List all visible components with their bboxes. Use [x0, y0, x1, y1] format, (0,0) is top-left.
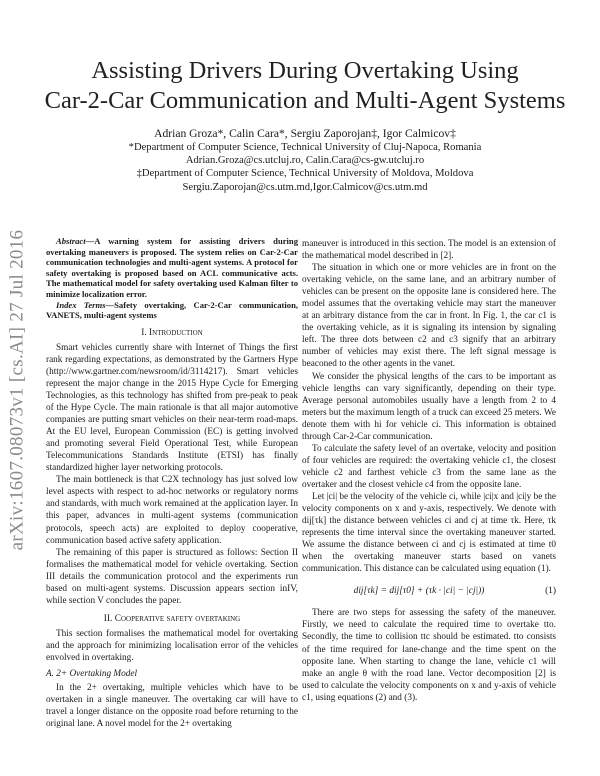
section-heading-introduction: I. Introduction — [141, 327, 203, 338]
title-line-2: Car-2-Car Communication and Multi-Agent Systems — [44, 87, 566, 114]
index-terms-label: Index Terms — [56, 299, 106, 310]
index-terms — [46, 300, 298, 321]
right-column — [302, 238, 556, 704]
title-line-1: Assisting Drivers During Overtaking Using — [91, 57, 519, 84]
paper-title — [40, 56, 570, 116]
paragraph: Smart vehicles currently share with Internet of Things the first rank regarding expectations, as demonstrated by the Gartners Hype (http://www.gartner.com/newsroom/id/3114217). Smart vehicles represent the major change in the 2015 Hype Cycle for Emerging Technologies, as this technology has shifted from pre-peak to peak of the Hype Cycle. The main rationale is that all major automotive companies are putting smart vehicles on their near-term road-maps. At the EU level, European Commission (EC) is getting involved and promoting several Field Operational Test, while European Telecommunications Standards Institute (ETSI) has finally standardized higher layer networking protocols. — [46, 342, 298, 474]
index-terms-text: —Safety overtaking, Car-2-Car communication, VANETS, multi-agent systems — [46, 299, 298, 321]
paragraph: maneuver is introduced in this section. The model is an extension of the mathematical model described in [2]. — [302, 239, 556, 262]
equation-1 — [302, 585, 556, 597]
left-column — [46, 236, 298, 730]
equation-number: (1) — [545, 586, 556, 597]
paragraph: This section formalises the mathematical model for overtaking and the approach for minimizing localisation error of the vehicles envolved in overtaking. — [46, 628, 298, 663]
affiliation-2: ‡Department of Computer Science, Technical University of Moldova, Moldova — [136, 168, 474, 180]
arxiv-stamp-text: arXiv:1607.08073v1 [cs.AI] 27 Jul 2016 — [6, 229, 27, 551]
paragraph: The main bottleneck is that C2X technology has just solved low level aspects with respect to ad-hoc networks or regulatory norms and standards, with much work remained at the application layer. In this paper, advances in multi-agent systems (communication protocols, speech acts) are exploited to deploy cooperative, communication based active safety application. — [46, 475, 298, 546]
equation-body: dij[τk] = dij[τ0] + (τk · |ci| − |cj|)) — [353, 586, 485, 597]
abstract-text: —A warning system for assisting drivers during overtaking maneuvers is proposed. The system relies on Car-2-Car communication technologies and multi-agent systems. A protocol for safety overtaking is proposed based on ACL communicative acts. The mathematical model for safety overtaking used Kalman filter to minimize localization error. — [46, 236, 298, 299]
paragraph: We consider the physical lengths of the cars to be important as vehicle lengths can vary significantly, depending on their type. Average personal automobiles usually have a length from 2 to 4 meters but the maximum length of a truck can exceed 25 meters. We denote them with hi for vehicle ci. This information is obtained through Car-2-Car communication. — [302, 371, 556, 442]
paragraph: Let |ci| be the velocity of the vehicle ci, while |ci|x and |ci|y be the velocity components on x and y-axis, respectively. We denote with dij[τk] the distance between vehicles ci and cj at time τk. Here, τk represents the time interval since the overtaking maneuver started. We assume the distance between ci and cj is estimated at time t0 when the overtaking maneuver starts based on vanets communication. This distance can be calculated using equation (1). — [302, 491, 556, 575]
affiliation-1: *Department of Computer Science, Technical University of Cluj-Napoca, Romania — [128, 142, 482, 153]
paragraph: The remaining of this paper is structured as follows: Section II formalises the mathematical model for vehicle overtaking. Section III details the communication protocol and the experiments run based on multi-agent systems. Discussion appears section inIV, while section V concludes the paper. — [46, 547, 298, 606]
paragraph: In the 2+ overtaking, multiple vehicles which have to be overtaken in a single maneuver. The overtaking car will have to travel a longer distance on the opposite road before returning to the original lane. A novel model for the 2+ overtaking — [46, 683, 298, 730]
abstract — [46, 236, 298, 300]
author-names: Adrian Groza*, Calin Cara*, Sergiu Zaporojan‡, Igor Calmicov‡ — [154, 127, 456, 140]
arxiv-stamp — [2, 210, 32, 570]
author-block — [40, 126, 570, 194]
subsection-heading: A. 2+ Overtaking Model — [46, 669, 138, 680]
paragraph: There are two steps for assessing the safety of the maneuver. Firstly, we need to calculate the required time to overtake tto. Secondly, the time to collision ttc should be estimated. tto consists of the time required for lane-change and the time spent on the opposite lane. When starting to change the lane, vehicle c1 will make an angle θ with the road lane. Vector decomposition [2] is used to calculate the velocity components on x and y-axis of vehicle c1, using equations (2) and (3). — [302, 608, 556, 703]
abstract-label: Abstract — [56, 236, 86, 246]
email-2: Sergiu.Zaporojan@cs.utm.md,Igor.Calmicov@cs.utm.md — [182, 181, 428, 193]
section-heading-overtaking: II. Cooperative safety overtaking — [103, 613, 241, 624]
paragraph: To calculate the safety level of an overtake, velocity and position of four vehicles are required: the overtaking vehicle c1, the closest vehicle c2 and farthest vehicle c3 from the same lane as the overtaker and the closest vehicle c4 from the opposite lane. — [302, 443, 556, 490]
email-1: Adrian.Groza@cs.utcluj.ro, Calin.Cara@cs-gw.utcluj.ro — [185, 155, 425, 167]
paragraph: The situation in which one or more vehicles are in front on the overtaking vehicle, on the same lane, and an arbitrary number of vehicles can be present on the opposite lane is considered here. The model assumes that the overtaking vehicle may start the maneuver at an arbitrary distance from the car in front. In Fig. 1, the car c1 is the overtaking vehicle, as it is signaling its intension by signaling left. The three dots between c2 and c3 signify that an arbitrary number of vehicles may exist there. The left signal message is beaconed to the other agents in the vanet. — [302, 263, 556, 370]
